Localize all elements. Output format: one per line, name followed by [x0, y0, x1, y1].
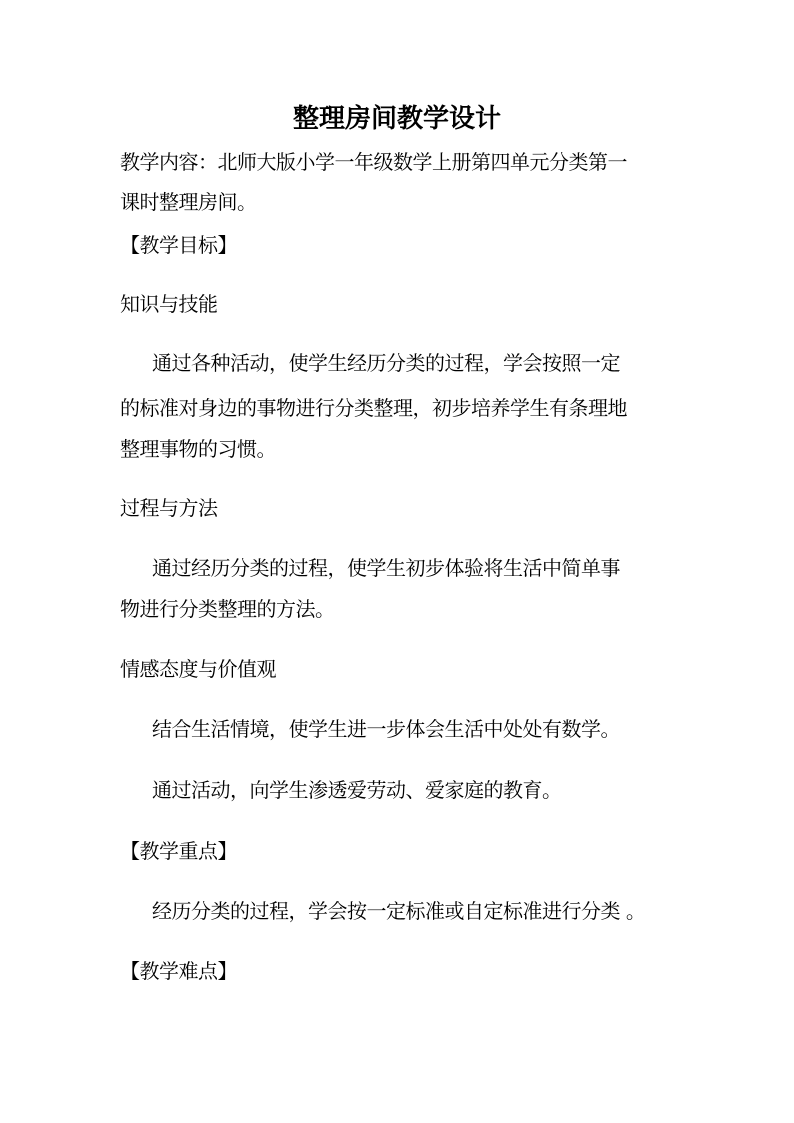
document-title: 整理房间教学设计: [292, 104, 501, 134]
key-points-heading: 【教学重点】: [120, 839, 237, 863]
key-points-line-1: 经历分类的过程，学会按一定标准或自定标准进行分类 。: [152, 899, 646, 923]
difficulties-heading: 【教学难点】: [120, 959, 237, 983]
content-line-2: 课时整理房间。: [120, 190, 257, 214]
emotion-heading: 情感态度与价值观: [120, 657, 276, 681]
process-heading: 过程与方法: [120, 496, 218, 520]
knowledge-line-2: 的标准对身边的事物进行分类整理，初步培养学生有条理地: [120, 396, 627, 420]
objectives-heading: 【教学目标】: [120, 233, 237, 257]
knowledge-line-1: 通过各种活动，使学生经历分类的过程，学会按照一定: [152, 351, 620, 375]
emotion-line-2: 通过活动，向学生渗透爱劳动、爱家庭的教育。: [152, 778, 562, 802]
emotion-line-1: 结合生活情境，使学生进一步体会生活中处处有数学。: [152, 717, 620, 741]
process-line-2: 物进行分类整理的方法。: [120, 597, 335, 621]
knowledge-heading: 知识与技能: [120, 292, 218, 316]
process-line-1: 通过经历分类的过程，使学生初步体验将生活中简单事: [152, 556, 620, 580]
content-line-1: 教学内容：北师大版小学一年级数学上册第四单元分类第一: [120, 150, 627, 174]
knowledge-line-3: 整理事物的习惯。: [120, 437, 276, 461]
